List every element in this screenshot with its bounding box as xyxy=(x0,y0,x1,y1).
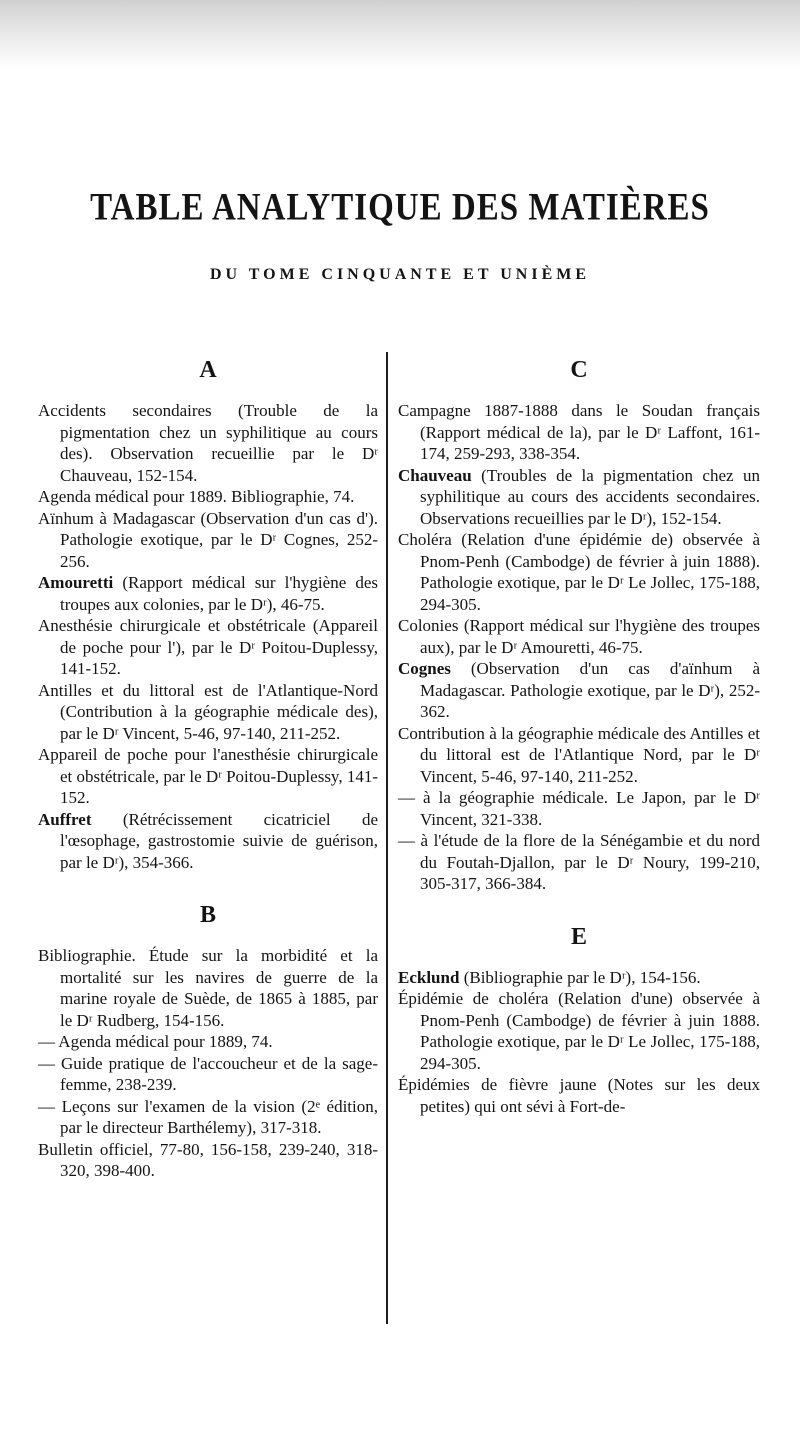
scan-shadow xyxy=(0,0,800,70)
entry-text: Choléra (Relation d'une épidémie de) observée à Pnom-Penh (Cambodge) de février à juin 1888). Pathologie exotique, par le Dʳ Le Jollec, 175-188, 294-305. xyxy=(398,530,760,614)
index-entry xyxy=(398,787,760,830)
index-entry xyxy=(398,830,760,895)
entry-text: Campagne 1887-1888 dans le Soudan français (Rapport médical de la), par le Dʳ Laffont, 161-174, 259-293, 338-354. xyxy=(398,401,760,463)
left-column xyxy=(38,352,378,1206)
index-entry xyxy=(38,744,378,809)
index-entry xyxy=(398,967,760,989)
section-letter: C xyxy=(570,357,588,383)
entry-text: (Troubles de la pigmentation chez un syphilitique au cours des accidents secondaires. Observations recueillies par le Dʳ), 152-154. xyxy=(420,465,760,528)
entry-text: Contribution à la géographie médicale des Antilles et du littoral est de l'Atlantique Nord, par le Dʳ Vincent, 5-46, 97-140, 211-252. xyxy=(398,723,760,786)
entry-head: Cognes xyxy=(398,659,451,678)
entry-text: Anesthésie chirurgicale et obstétricale (Appareil de poche pour l'), par le Dʳ Poitou-Duplessy, 141-152. xyxy=(38,616,378,678)
entry-text: Bulletin officiel, 77-80, 156-158, 239-240, 318-320, 398-400. xyxy=(38,1139,378,1180)
entry-text: — Agenda médical pour 1889, 74. xyxy=(38,1032,273,1051)
section-letter: A xyxy=(199,357,217,383)
index-entry xyxy=(38,400,378,486)
entry-text: Épidémies de fièvre jaune (Notes sur les deux petites) qui ont sévi à Fort-de- xyxy=(398,1075,760,1116)
entry-text: Épidémie de choléra (Relation d'une) observée à Pnom-Penh (Cambodge) de février à juin 1888. Pathologie exotique, par le Dʳ Le Jollec, 175-188, 294-305. xyxy=(398,989,760,1073)
entry-text: (Observation d'un cas d'aïnhum à Madagascar. Pathologie exotique, par le Dʳ), 252-362. xyxy=(420,659,760,721)
entry-text: Accidents secondaires (Trouble de la pigmentation chez un syphilitique au cours des). Observation recueillie par le Dʳ Chauveau, 152-154. xyxy=(38,401,378,485)
section-letter: E xyxy=(570,923,587,950)
index-entry xyxy=(398,465,760,530)
index-entry xyxy=(398,988,760,1074)
index-entry xyxy=(38,1031,378,1053)
index-entry xyxy=(38,572,378,615)
index-entry xyxy=(398,723,760,788)
index-entry xyxy=(38,1139,378,1182)
entry-text: Agenda médical pour 1889. Bibliographie, 74. xyxy=(38,487,355,506)
entry-text: (Rapport médical sur l'hygiène des troupes aux colonies, par le Dʳ), 46-75. xyxy=(60,573,378,614)
index-entry xyxy=(38,809,378,874)
entry-text: (Bibliographie par le Dʳ), 154-156. xyxy=(459,967,701,987)
section-letter: B xyxy=(199,902,216,928)
entry-text: — Leçons sur l'examen de la vision (2ᵉ édition, par le directeur Barthélemy), 317-318. xyxy=(38,1096,378,1137)
index-entry xyxy=(38,1053,378,1096)
entry-list xyxy=(398,967,760,1118)
index-entry xyxy=(38,1096,378,1139)
entry-text: Antilles et du littoral est de l'Atlantique-Nord (Contribution à la géographie médicale des), par le Dʳ Vincent, 5-46, 97-140, 211-252. xyxy=(38,680,378,743)
entry-text: Appareil de poche pour l'anesthésie chirurgicale et obstétricale, par le Dʳ Poitou-Duplessy, 141-152. xyxy=(38,745,378,807)
index-entry xyxy=(38,615,378,680)
entry-text: — Guide pratique de l'accoucheur et de la sage-femme, 238-239. xyxy=(38,1053,378,1094)
index-entry xyxy=(38,508,378,573)
right-column xyxy=(398,352,760,1141)
index-entry xyxy=(398,400,760,465)
entry-head: Auffret xyxy=(38,809,92,829)
entry-head: Amouretti xyxy=(38,573,114,592)
entry-head: Ecklund xyxy=(398,967,460,987)
entry-head: Chauveau xyxy=(398,465,472,485)
entry-list xyxy=(38,400,378,873)
index-entry xyxy=(38,486,378,508)
entry-text: (Rétrécissement cicatriciel de l'œsophage, gastrostomie suivie de guérison, par le Dʳ), 354-366. xyxy=(60,809,378,872)
entry-text: Bibliographie. Étude sur la morbidité et la mortalité sur les navires de guerre de la marine royale de Suède, de 1865 à 1885, par le Dʳ Rudberg, 154-156. xyxy=(38,946,378,1030)
index-entry xyxy=(398,615,760,658)
entry-list xyxy=(38,945,378,1182)
entry-text: Aïnhum à Madagascar (Observation d'un cas d'). Pathologie exotique, par le Dʳ Cognes, 252-256. xyxy=(38,508,378,571)
entry-list xyxy=(398,400,760,895)
column-divider xyxy=(386,352,388,1324)
page-subtitle: DU TOME CINQUANTE ET UNIÈME xyxy=(209,266,591,283)
index-entry xyxy=(398,529,760,615)
entry-text: — à l'étude de la flore de la Sénégambie et du nord du Foutah-Djallon, par le Dʳ Noury, 199-210, 305-317, 366-384. xyxy=(398,831,760,893)
entry-text: Colonies (Rapport médical sur l'hygiène des troupes aux), par le Dʳ Amouretti, 46-75. xyxy=(398,616,760,657)
index-entry xyxy=(398,658,760,723)
index-entry xyxy=(38,680,378,745)
index-entry xyxy=(398,1074,760,1117)
index-entry xyxy=(38,945,378,1031)
entry-text: — à la géographie médicale. Le Japon, par le Dʳ Vincent, 321-338. xyxy=(398,788,760,829)
page-title: TABLE ANALYTIQUE DES MATIÈRES xyxy=(90,186,710,230)
